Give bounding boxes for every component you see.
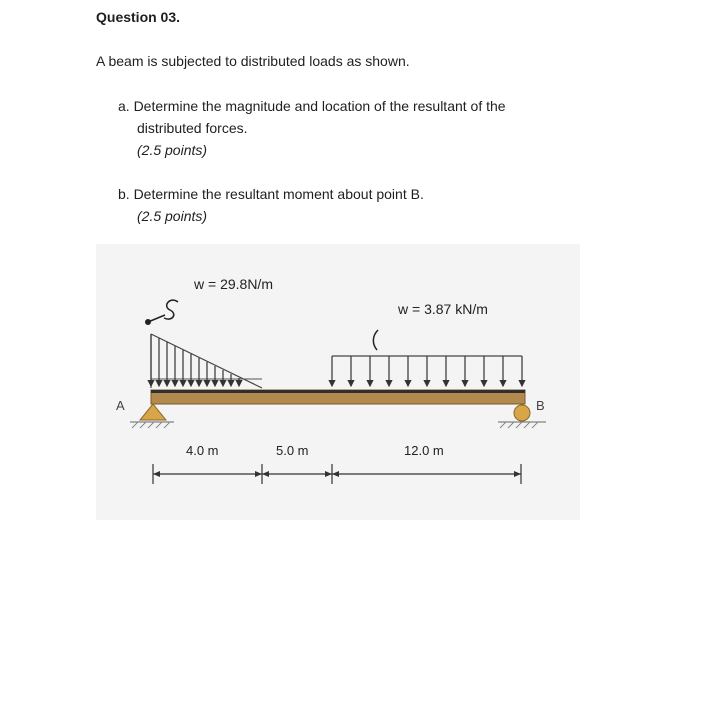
triangular-load xyxy=(151,334,262,388)
question-title: Question 03. xyxy=(96,9,181,25)
part-a-text-line2: distributed forces. xyxy=(137,120,248,136)
point-a-label: A xyxy=(116,398,125,413)
dimension-4m: 4.0 m xyxy=(186,443,219,458)
question-intro: A beam is subjected to distributed loads as shown. xyxy=(96,53,410,69)
dimension-5m: 5.0 m xyxy=(276,443,309,458)
dimension-12m: 12.0 m xyxy=(404,443,444,458)
handwritten-s-mark xyxy=(164,300,178,319)
point-b-label: B xyxy=(536,398,545,413)
dimension-line xyxy=(153,464,521,484)
right-load-label: w = 3.87 kN/m xyxy=(398,301,488,317)
handwritten-mark-right xyxy=(373,330,378,350)
part-b-points: (2.5 points) xyxy=(137,208,208,224)
support-a xyxy=(130,404,174,428)
left-load-label: w = 29.8N/m xyxy=(194,276,273,292)
part-b-text: b. Determine the resultant moment about point B. xyxy=(118,186,424,202)
uniform-load xyxy=(332,356,522,386)
beam-diagram xyxy=(96,244,580,520)
beam-figure xyxy=(96,244,580,520)
handwritten-dot xyxy=(145,319,151,325)
part-a-points: (2.5 points) xyxy=(137,142,208,158)
beam xyxy=(151,390,525,404)
part-a-text-line1: a. Determine the magnitude and location of the resultant of the xyxy=(118,98,506,114)
